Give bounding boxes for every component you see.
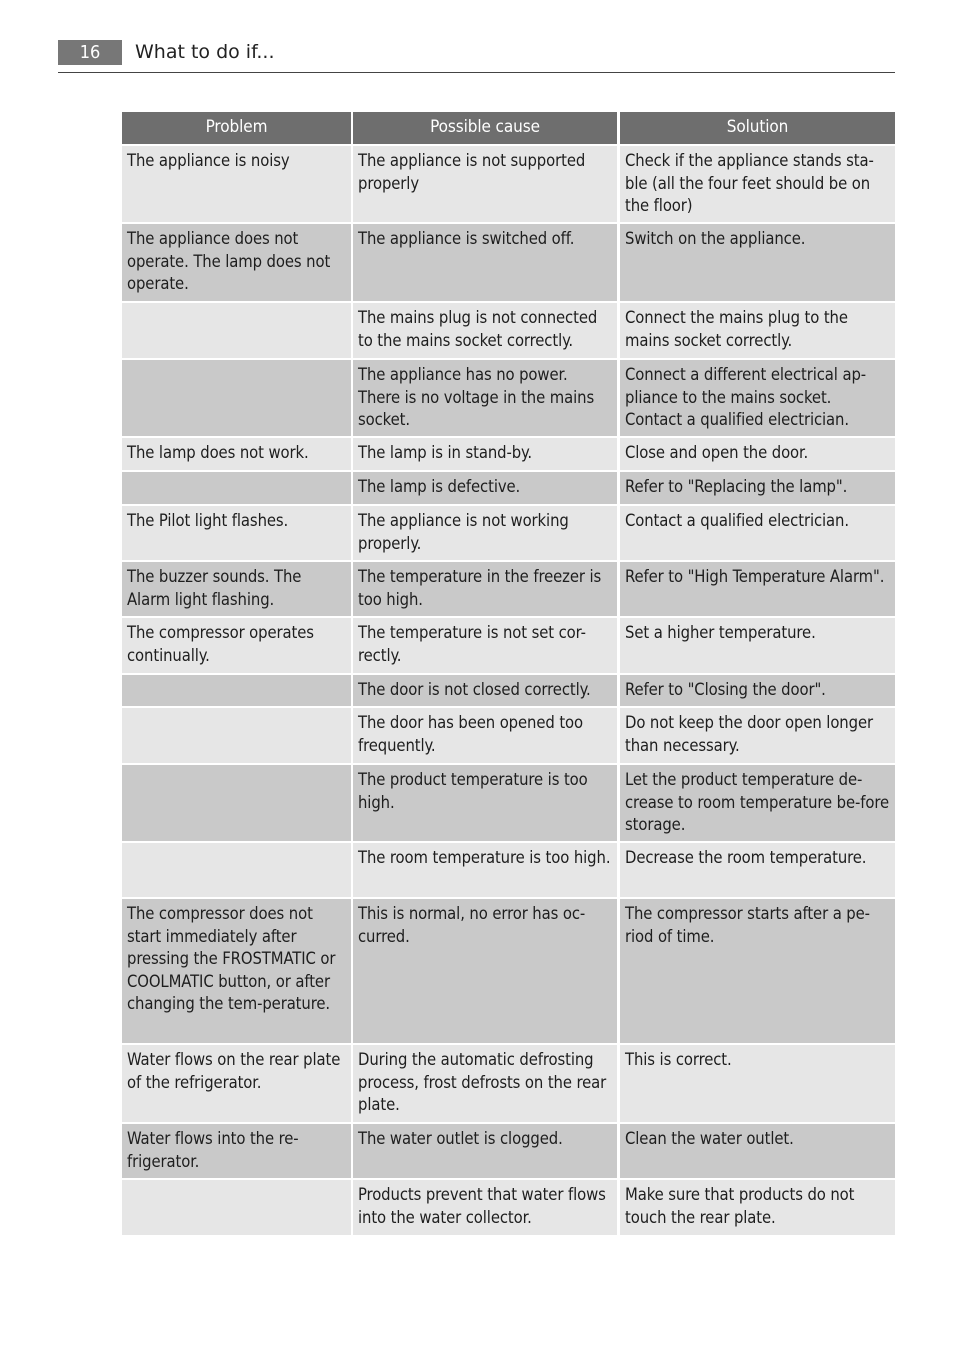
cause-cell: The appliance is switched off.	[353, 224, 617, 301]
problem-cell	[122, 675, 351, 706]
problem-cell	[122, 360, 351, 436]
problem-cell: Water flows on the rear plate of the refrigerator.	[122, 1045, 351, 1122]
cause-cell: The lamp is defective.	[353, 472, 617, 504]
cause-cell: The appliance is not working properly.	[353, 506, 617, 560]
cause-cell: The appliance is not supported properly	[353, 146, 617, 222]
cause-cell: The lamp is in stand-by.	[353, 438, 617, 470]
column-header-possible-cause: Possible cause	[353, 112, 617, 144]
problem-cell	[122, 843, 351, 897]
table-row	[122, 1045, 895, 1122]
table-row	[122, 360, 895, 436]
problem-cell: The buzzer sounds. The Alarm light flashing.	[122, 562, 351, 616]
problem-cell: The compressor does not start immediately after pressing the FROSTMATIC or COOLMATIC button, or after changing the tem-perature.	[122, 899, 351, 1043]
table-row	[122, 146, 895, 222]
cause-cell: The water outlet is clogged.	[353, 1124, 617, 1178]
table-row	[122, 1124, 895, 1178]
table-header-row	[122, 112, 895, 144]
problem-cell	[122, 708, 351, 763]
problem-cell	[122, 765, 351, 841]
cause-cell: Products prevent that water flows into the water collector.	[353, 1180, 617, 1235]
problem-cell: The Pilot light flashes.	[122, 506, 351, 560]
solution-cell: This is correct.	[620, 1045, 895, 1122]
solution-cell: The compressor starts after a pe-riod of time.	[620, 899, 895, 1043]
problem-cell	[122, 1180, 351, 1235]
solution-cell: Contact a qualified electrician.	[620, 506, 895, 560]
solution-cell: Decrease the room temperature.	[620, 843, 895, 897]
problem-cell	[122, 303, 351, 358]
column-header-solution: Solution	[620, 112, 895, 144]
cause-cell: During the automatic defrosting process, frost defrosts on the rear plate.	[353, 1045, 617, 1122]
problem-cell: The compressor operates continually.	[122, 618, 351, 673]
solution-cell: Refer to "High Temperature Alarm".	[620, 562, 895, 616]
troubleshooting-table	[122, 112, 895, 1237]
table-row	[122, 899, 895, 1043]
table-row	[122, 708, 895, 763]
table-row	[122, 618, 895, 673]
problem-cell	[122, 472, 351, 504]
solution-cell: Make sure that products do not touch the rear plate.	[620, 1180, 895, 1235]
problem-cell: The lamp does not work.	[122, 438, 351, 470]
table-row	[122, 562, 895, 616]
cause-cell: This is normal, no error has oc-curred.	[353, 899, 617, 1043]
solution-cell: Refer to "Closing the door".	[620, 675, 895, 706]
table-row	[122, 472, 895, 504]
solution-cell: Switch on the appliance.	[620, 224, 895, 301]
cause-cell: The temperature in the freezer is too high.	[353, 562, 617, 616]
cause-cell: The temperature is not set cor-rectly.	[353, 618, 617, 673]
cause-cell: The door has been opened too frequently.	[353, 708, 617, 763]
solution-cell: Do not keep the door open longer than necessary.	[620, 708, 895, 763]
solution-cell: Connect a different electrical ap-pliance to the mains socket. Contact a qualified electrician.	[620, 360, 895, 436]
page-header	[58, 40, 895, 73]
problem-cell: The appliance is noisy	[122, 146, 351, 222]
cause-cell: The mains plug is not connected to the mains socket correctly.	[353, 303, 617, 358]
cause-cell: The appliance has no power. There is no voltage in the mains socket.	[353, 360, 617, 436]
table-row	[122, 765, 895, 841]
solution-cell: Check if the appliance stands sta-ble (all the four feet should be on the floor)	[620, 146, 895, 222]
solution-cell: Let the product temperature de-crease to room temperature be-fore storage.	[620, 765, 895, 841]
solution-cell: Clean the water outlet.	[620, 1124, 895, 1178]
table-row	[122, 506, 895, 560]
cause-cell: The room temperature is too high.	[353, 843, 617, 897]
table-row	[122, 675, 895, 706]
solution-cell: Set a higher temperature.	[620, 618, 895, 673]
table-row	[122, 438, 895, 470]
column-header-problem: Problem	[122, 112, 351, 144]
table-row	[122, 224, 895, 301]
cause-cell: The door is not closed correctly.	[353, 675, 617, 706]
table-row	[122, 303, 895, 358]
table-row	[122, 1180, 895, 1235]
section-title: What to do if...	[135, 41, 275, 63]
cause-cell: The product temperature is too high.	[353, 765, 617, 841]
solution-cell: Connect the mains plug to the mains socket correctly.	[620, 303, 895, 358]
page-number: 16	[58, 40, 122, 65]
solution-cell: Close and open the door.	[620, 438, 895, 470]
problem-cell: The appliance does not operate. The lamp does not operate.	[122, 224, 351, 301]
problem-cell: Water flows into the re-frigerator.	[122, 1124, 351, 1178]
table-row	[122, 843, 895, 897]
solution-cell: Refer to "Replacing the lamp".	[620, 472, 895, 504]
